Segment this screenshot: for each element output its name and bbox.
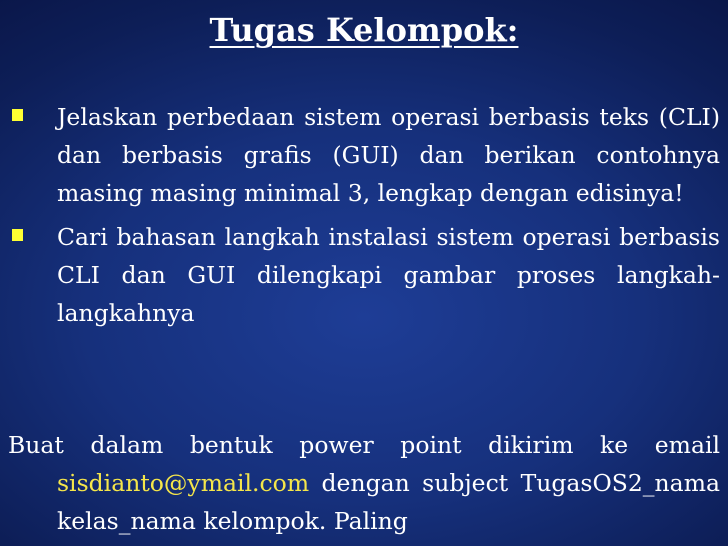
email-link[interactable]: sisdianto@ymail.com xyxy=(57,469,310,497)
instruction-note xyxy=(8,426,720,540)
note-suffix: dengan subject TugasOS2_nama kelas_nama kelompok. Paling xyxy=(57,469,720,535)
square-bullet-icon xyxy=(12,229,23,241)
bullet-text: Jelaskan perbedaan sistem operasi berbasis teks (CLI) dan berbasis grafis (GUI) dan berikan contohnya masing masing minimal 3, lengkap dengan edisinya! xyxy=(57,103,720,207)
bullet-item-1 xyxy=(0,98,728,212)
square-bullet-icon xyxy=(12,109,23,121)
bullet-list xyxy=(0,98,728,338)
note-prefix: Buat dalam bentuk power point dikirim ke email xyxy=(8,431,720,459)
slide-title: Tugas Kelompok: xyxy=(209,11,519,49)
bullet-text: Cari bahasan langkah instalasi sistem operasi berbasis CLI dan GUI dilengkapi gambar proses langkah-langkahnya xyxy=(57,223,720,327)
bullet-item-2 xyxy=(0,218,728,332)
